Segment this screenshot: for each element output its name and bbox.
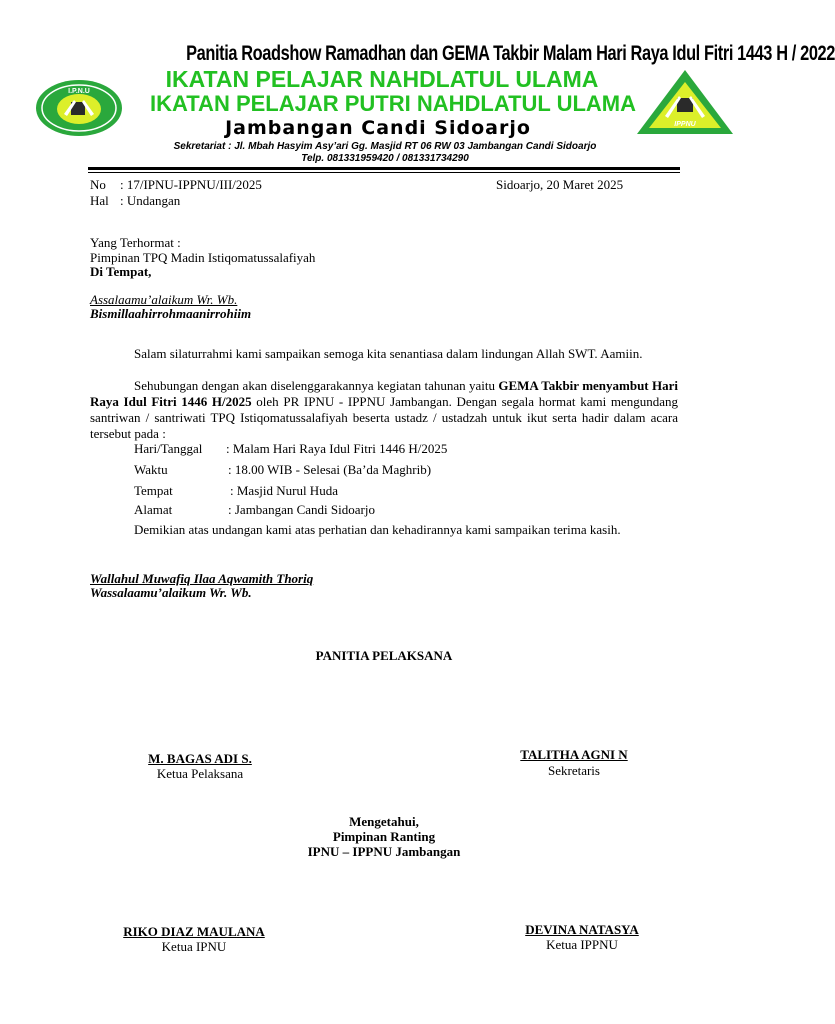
greeting-basmalah: Bismillaahirrohmaanirrohiim [90, 306, 252, 321]
subject-value: : Undangan [120, 193, 181, 208]
committee-heading: Panitia Roadshow Ramadhan dan GEMA Takbir Malam Hari Raya Idul Fitri 1443 H / 2022 [186, 42, 835, 65]
signature-name-ipnu-chair: RIKO DIAZ MAULANA [123, 924, 265, 939]
committee-title: PANITIA PELAKSANA [315, 648, 453, 663]
signature-role-ippnu-chair: Ketua IPPNU [546, 937, 618, 952]
secretariat-address: Sekretariat : Jl. Mbah Hasyim Asy’ari Gg. Masjid RT 06 RW 03 Jambangan Candi Sidoarjo [173, 141, 597, 152]
letter-number: : 17/IPNU-IPPNU/III/2025 [120, 177, 262, 192]
recipient-place: Di Tempat, [90, 264, 152, 279]
closing-prayer: Wallahul Muwafiq Ilaa Aqwamith Thoriq [90, 571, 314, 586]
svg-text:IPPNU: IPPNU [674, 121, 696, 128]
detail-label-address: Alamat [134, 502, 173, 517]
org-name-ippnu: IKATAN PELAJAR PUTRI NAHDLATUL ULAMA [150, 91, 637, 116]
header-rule-thin [88, 172, 680, 173]
detail-label-date: Hari/Tanggal [134, 441, 203, 456]
closing-salam: Wassalaamu’alaikum Wr. Wb. [90, 585, 252, 600]
place-date: Sidoarjo, 20 Maret 2025 [496, 177, 624, 192]
detail-value-time: : 18.00 WIB - Selesai (Ba’da Maghrib) [228, 462, 432, 477]
phone-number: Telp. 081331959420 / 081331734290 [301, 153, 469, 164]
acknowledge-org: IPNU – IPPNU Jambangan [307, 844, 461, 859]
detail-label-venue: Tempat [134, 483, 173, 498]
recipient-name: Pimpinan TPQ Madin Istiqomatussalafiyah [90, 250, 316, 265]
subject-label: Hal [90, 193, 109, 208]
ippnu-logo [635, 68, 735, 136]
paragraph-closing: Demikian atas undangan kami atas perhatian dan kehadirannya kami sampaikan terima kasih. [134, 522, 621, 537]
org-name-ipnu: IKATAN PELAJAR NAHDLATUL ULAMA [165, 66, 599, 92]
paragraph-opening: Salam silaturrahmi kami sampaikan semoga kita senantiasa dalam lindungan Allah SWT. Aamiin. [134, 346, 643, 361]
detail-value-date: : Malam Hari Raya Idul Fitri 1446 H/2025 [226, 441, 448, 456]
letter-number-label: No [90, 177, 106, 192]
signature-role-ipnu-chair: Ketua IPNU [161, 939, 227, 954]
signature-name-chair: M. BAGAS ADI S. [148, 751, 252, 766]
detail-value-venue: : Masjid Nurul Huda [230, 483, 338, 498]
detail-value-address: : Jambangan Candi Sidoarjo [228, 502, 375, 517]
recipient-intro: Yang Terhormat : [90, 235, 181, 250]
acknowledge-body: Pimpinan Ranting [332, 829, 436, 844]
greeting-salam: Assalaamu’alaikum Wr. Wb. [90, 292, 238, 307]
signature-name-ippnu-chair: DEVINA NATASYA [525, 922, 639, 937]
signature-role-secretary: Sekretaris [548, 763, 600, 778]
header-rule-thick [88, 167, 680, 170]
org-location: Jambangan Candi Sidoarjo [225, 117, 531, 139]
ipnu-logo [34, 78, 124, 138]
svg-text:I.P.N.U: I.P.N.U [68, 88, 90, 95]
signature-name-secretary: TALITHA AGNI N [520, 747, 628, 762]
paragraph-invitation: Sehubungan dengan akan diselenggarakannya kegiatan tahunan yaitu GEMA Takbir menyambut Hari Raya Idul Fitri 1446 H/2025 oleh PR IPNU - IPPNU Jambangan. Dengan segala hormat kami mengundang santriwan / santriwati TPQ Istiqomatussalafiyah beserta ustadz / ustadzah untuk ikut serta hadir dalam acara tersebut pada : [90, 378, 679, 441]
detail-label-time: Waktu [134, 462, 168, 477]
signature-role-chair: Ketua Pelaksana [156, 766, 244, 781]
acknowledge-label: Mengetahui, [349, 814, 419, 829]
